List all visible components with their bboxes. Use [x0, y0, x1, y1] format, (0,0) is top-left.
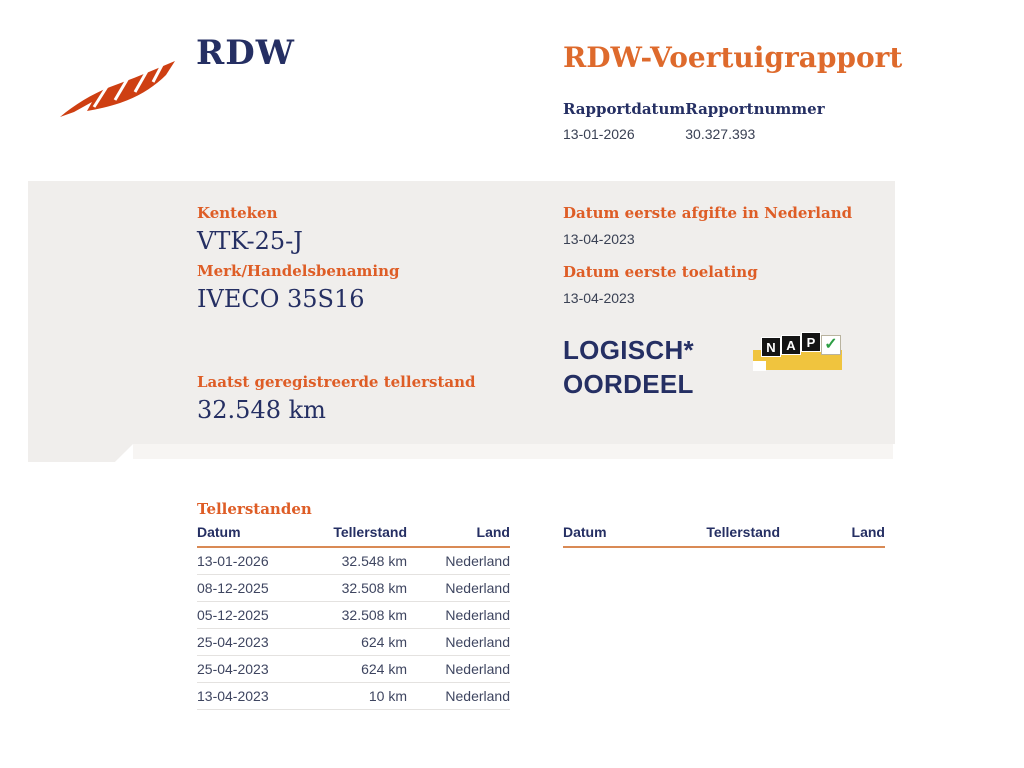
verdict-line-1: LOGISCH*: [563, 335, 694, 365]
panel-corner-flap: [28, 444, 133, 462]
logical-verdict: [563, 333, 694, 401]
kenteken-label: Kenteken: [197, 204, 278, 222]
kenteken-value: VTK-25-J: [197, 227, 303, 255]
table-row: [197, 683, 510, 710]
summary-left-column: [197, 203, 537, 428]
nap-logo: [753, 332, 845, 374]
cell-tellerstand: 32.508 km: [341, 607, 407, 623]
tellerstand-value: 32.548 km: [197, 396, 326, 424]
cell-land: Nederland: [445, 607, 510, 623]
panel-bottom-strip: [133, 444, 893, 459]
summary-right-column: [563, 203, 893, 308]
nap-tiles: [761, 332, 841, 357]
cell-land: Nederland: [445, 553, 510, 569]
report-date-block: [563, 100, 685, 143]
nap-tile-p: P: [801, 332, 821, 352]
column-header-datum: Datum: [563, 524, 607, 540]
nap-white-notch: [753, 361, 766, 371]
report-title: RDW-Voertuigrapport: [563, 41, 903, 74]
column-header-tellerstand: Tellerstand: [706, 524, 780, 540]
cell-land: Nederland: [445, 580, 510, 596]
table-row: [197, 548, 510, 575]
table-row: [197, 629, 510, 656]
table-header-row: [197, 524, 510, 548]
cell-land: Nederland: [445, 688, 510, 704]
report-number-value: 30.327.393: [685, 126, 756, 142]
merk-value: IVECO 35S16: [197, 285, 365, 313]
column-header-land: Land: [476, 524, 510, 540]
column-header-land: Land: [851, 524, 885, 540]
table-header-row: [563, 524, 885, 548]
cell-tellerstand: 10 km: [368, 688, 407, 704]
eerste-afgifte-label: Datum eerste afgifte in Nederland: [563, 204, 853, 222]
cell-datum: 13-01-2026: [197, 553, 269, 569]
cell-datum: 05-12-2025: [197, 607, 269, 623]
report-meta: [563, 100, 825, 143]
cell-land: Nederland: [445, 634, 510, 650]
cell-tellerstand: 624 km: [361, 634, 407, 650]
eerste-afgifte-value: 13-04-2023: [563, 231, 635, 247]
cell-datum: 08-12-2025: [197, 580, 269, 596]
nap-tile-n: N: [761, 337, 781, 357]
table-row: [197, 602, 510, 629]
cell-datum: 25-04-2023: [197, 634, 269, 650]
report-number-block: [685, 100, 824, 143]
column-header-datum: Datum: [197, 524, 241, 540]
report-date-value: 13-01-2026: [563, 126, 635, 142]
rdw-logo-text: RDW: [196, 33, 295, 73]
eerste-toelating-value: 13-04-2023: [563, 290, 635, 306]
report-number-label: Rapportnummer: [685, 100, 825, 118]
nap-check-icon: ✓: [824, 336, 838, 353]
odometer-section-title: Tellerstanden: [197, 500, 312, 518]
tellerstand-label: Laatst geregistreerde tellerstand: [197, 373, 476, 391]
cell-tellerstand: 624 km: [361, 661, 407, 677]
table-row: [197, 575, 510, 602]
rdw-feather-icon: [58, 54, 182, 120]
vehicle-summary-panel: [28, 181, 895, 444]
table-row: [197, 656, 510, 683]
report-date-label: Rapportdatum: [563, 100, 686, 118]
column-header-tellerstand: Tellerstand: [333, 524, 407, 540]
odometer-table-right: [563, 524, 885, 548]
cell-datum: 13-04-2023: [197, 688, 269, 704]
odometer-table-left: [197, 524, 510, 710]
cell-tellerstand: 32.548 km: [341, 553, 407, 569]
verdict-line-2: OORDEEL: [563, 369, 694, 399]
eerste-toelating-label: Datum eerste toelating: [563, 263, 758, 281]
cell-tellerstand: 32.508 km: [341, 580, 407, 596]
nap-tile-a: A: [781, 335, 801, 355]
merk-label: Merk/Handelsbenaming: [197, 262, 400, 280]
cell-datum: 25-04-2023: [197, 661, 269, 677]
cell-land: Nederland: [445, 661, 510, 677]
nap-check-tile: [821, 335, 841, 355]
